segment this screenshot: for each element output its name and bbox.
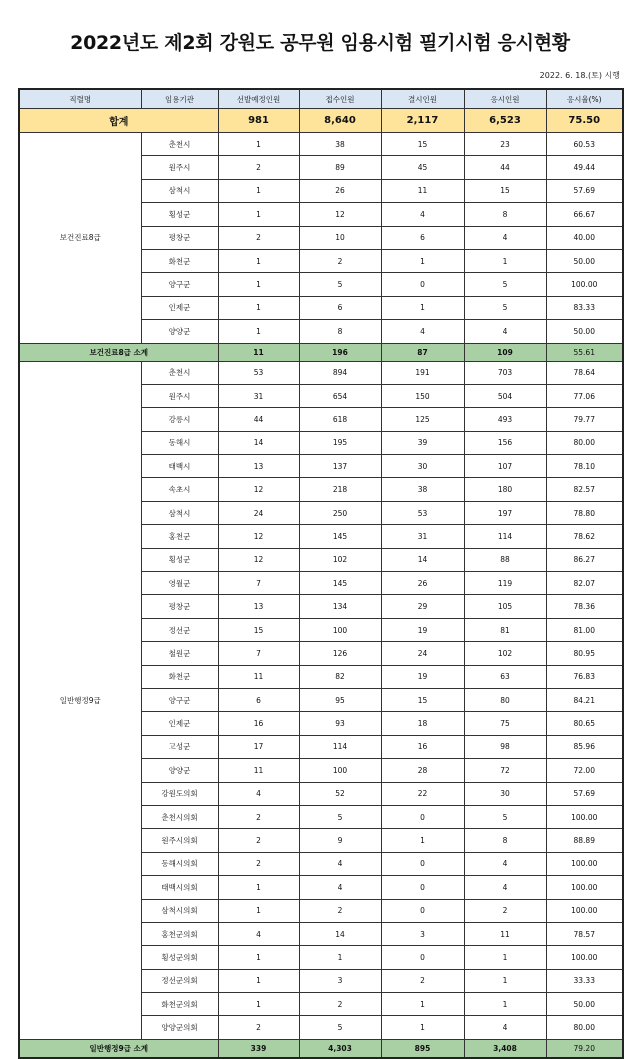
applied-cell: 38 (299, 133, 381, 156)
agency-cell: 횡성군의회 (141, 946, 218, 969)
job-series-cell: 보건진료8급 (19, 133, 141, 344)
applied-cell: 4 (299, 852, 381, 875)
attended-cell: 23 (464, 133, 546, 156)
header-row (19, 89, 623, 109)
rate-cell: 100.00 (546, 805, 623, 828)
applied-cell: 14 (299, 922, 381, 945)
absent-cell: 11 (381, 179, 464, 202)
agency-cell: 화천군의회 (141, 993, 218, 1016)
table-row (19, 361, 623, 384)
selected-cell: 1 (218, 876, 299, 899)
header-selected: 선발예정인원 (218, 89, 299, 109)
absent-cell: 30 (381, 455, 464, 478)
applied-cell: 5 (299, 273, 381, 296)
rate-cell: 78.64 (546, 361, 623, 384)
attended-cell: 98 (464, 735, 546, 758)
attended-cell: 156 (464, 431, 546, 454)
total-row (19, 109, 623, 133)
applied-cell: 145 (299, 525, 381, 548)
selected-cell: 11 (218, 759, 299, 782)
attended-cell: 5 (464, 296, 546, 319)
rate-cell: 80.65 (546, 712, 623, 735)
selected-cell: 1 (218, 273, 299, 296)
attended-cell: 102 (464, 642, 546, 665)
selected-cell: 24 (218, 501, 299, 524)
absent-cell: 39 (381, 431, 464, 454)
rate-cell: 78.57 (546, 922, 623, 945)
attended-cell: 4 (464, 226, 546, 249)
selected-cell: 2 (218, 156, 299, 179)
subtotal-attended: 109 (464, 343, 546, 361)
rate-cell: 80.00 (546, 431, 623, 454)
rate-cell: 49.44 (546, 156, 623, 179)
rate-cell: 81.00 (546, 618, 623, 641)
applied-cell: 1 (299, 946, 381, 969)
absent-cell: 1 (381, 296, 464, 319)
subtotal-applied: 196 (299, 343, 381, 361)
absent-cell: 14 (381, 548, 464, 571)
agency-cell: 횡성군 (141, 203, 218, 226)
selected-cell: 1 (218, 249, 299, 272)
rate-cell: 100.00 (546, 273, 623, 296)
absent-cell: 0 (381, 946, 464, 969)
selected-cell: 16 (218, 712, 299, 735)
absent-cell: 19 (381, 618, 464, 641)
rate-cell: 80.00 (546, 1016, 623, 1039)
agency-cell: 평창군 (141, 226, 218, 249)
header-rate: 응시율(%) (546, 89, 623, 109)
rate-cell: 100.00 (546, 899, 623, 922)
subtotal-rate: 55.61 (546, 343, 623, 361)
rate-cell: 77.06 (546, 384, 623, 407)
total-absent: 2,117 (381, 109, 464, 133)
agency-cell: 인제군 (141, 296, 218, 319)
rate-cell: 82.07 (546, 572, 623, 595)
subtotal-row (19, 1039, 623, 1058)
agency-cell: 원주시 (141, 384, 218, 407)
absent-cell: 38 (381, 478, 464, 501)
absent-cell: 125 (381, 408, 464, 431)
selected-cell: 7 (218, 572, 299, 595)
attended-cell: 63 (464, 665, 546, 688)
absent-cell: 6 (381, 226, 464, 249)
rate-cell: 78.36 (546, 595, 623, 618)
applied-cell: 89 (299, 156, 381, 179)
total-attended: 6,523 (464, 109, 546, 133)
applied-cell: 5 (299, 1016, 381, 1039)
subtotal-absent: 895 (381, 1039, 464, 1058)
agency-cell: 삼척시 (141, 501, 218, 524)
subtotal-label: 일반행정9급 소계 (19, 1039, 218, 1058)
attended-cell: 1 (464, 993, 546, 1016)
selected-cell: 7 (218, 642, 299, 665)
applied-cell: 26 (299, 179, 381, 202)
exam-date: 2022. 6. 18.(토) 시행 (539, 71, 620, 80)
absent-cell: 18 (381, 712, 464, 735)
rate-cell: 78.10 (546, 455, 623, 478)
applied-cell: 145 (299, 572, 381, 595)
applied-cell: 3 (299, 969, 381, 992)
selected-cell: 1 (218, 946, 299, 969)
agency-cell: 강릉시 (141, 408, 218, 431)
selected-cell: 1 (218, 179, 299, 202)
rate-cell: 83.33 (546, 296, 623, 319)
selected-cell: 31 (218, 384, 299, 407)
rate-cell: 60.53 (546, 133, 623, 156)
absent-cell: 0 (381, 805, 464, 828)
attended-cell: 180 (464, 478, 546, 501)
absent-cell: 53 (381, 501, 464, 524)
rate-cell: 66.67 (546, 203, 623, 226)
attended-cell: 80 (464, 688, 546, 711)
rate-cell: 79.77 (546, 408, 623, 431)
absent-cell: 3 (381, 922, 464, 945)
applied-cell: 8 (299, 320, 381, 343)
selected-cell: 2 (218, 805, 299, 828)
agency-cell: 화천군 (141, 665, 218, 688)
applied-cell: 52 (299, 782, 381, 805)
agency-cell: 정선군의회 (141, 969, 218, 992)
absent-cell: 31 (381, 525, 464, 548)
agency-cell: 속초시 (141, 478, 218, 501)
absent-cell: 16 (381, 735, 464, 758)
header-absent: 결시인원 (381, 89, 464, 109)
selected-cell: 13 (218, 455, 299, 478)
selected-cell: 12 (218, 525, 299, 548)
attended-cell: 504 (464, 384, 546, 407)
attended-cell: 1 (464, 969, 546, 992)
applied-cell: 250 (299, 501, 381, 524)
agency-cell: 영월군 (141, 572, 218, 595)
selected-cell: 14 (218, 431, 299, 454)
header-agency: 임용기관 (141, 89, 218, 109)
selected-cell: 1 (218, 296, 299, 319)
attended-cell: 5 (464, 273, 546, 296)
applied-cell: 134 (299, 595, 381, 618)
selected-cell: 6 (218, 688, 299, 711)
attended-cell: 44 (464, 156, 546, 179)
attended-cell: 30 (464, 782, 546, 805)
attended-cell: 2 (464, 899, 546, 922)
attended-cell: 197 (464, 501, 546, 524)
attended-cell: 8 (464, 829, 546, 852)
rate-cell: 78.62 (546, 525, 623, 548)
applied-cell: 5 (299, 805, 381, 828)
absent-cell: 22 (381, 782, 464, 805)
absent-cell: 0 (381, 852, 464, 875)
agency-cell: 정선군 (141, 618, 218, 641)
attended-cell: 703 (464, 361, 546, 384)
agency-cell: 양양군 (141, 759, 218, 782)
selected-cell: 44 (218, 408, 299, 431)
attended-cell: 72 (464, 759, 546, 782)
selected-cell: 1 (218, 969, 299, 992)
rate-cell: 88.89 (546, 829, 623, 852)
applied-cell: 6 (299, 296, 381, 319)
agency-cell: 태백시의회 (141, 876, 218, 899)
rate-cell: 100.00 (546, 852, 623, 875)
agency-cell: 춘천시의회 (141, 805, 218, 828)
absent-cell: 1 (381, 993, 464, 1016)
selected-cell: 53 (218, 361, 299, 384)
subtotal-attended: 3,408 (464, 1039, 546, 1058)
subtotal-applied: 4,303 (299, 1039, 381, 1058)
selected-cell: 1 (218, 899, 299, 922)
subtotal-label: 보건진료8급 소계 (19, 343, 218, 361)
applied-cell: 2 (299, 899, 381, 922)
selected-cell: 2 (218, 829, 299, 852)
applied-cell: 102 (299, 548, 381, 571)
total-applied: 8,640 (299, 109, 381, 133)
agency-cell: 횡성군 (141, 548, 218, 571)
absent-cell: 4 (381, 203, 464, 226)
agency-cell: 삼척시 (141, 179, 218, 202)
agency-cell: 동해시 (141, 431, 218, 454)
rate-cell: 84.21 (546, 688, 623, 711)
agency-cell: 춘천시 (141, 361, 218, 384)
applied-cell: 95 (299, 688, 381, 711)
absent-cell: 24 (381, 642, 464, 665)
agency-cell: 강원도의회 (141, 782, 218, 805)
subtotal-row (19, 343, 623, 361)
rate-cell: 57.69 (546, 782, 623, 805)
header-applied: 접수인원 (299, 89, 381, 109)
subtotal-selected: 11 (218, 343, 299, 361)
attended-cell: 75 (464, 712, 546, 735)
attended-cell: 1 (464, 249, 546, 272)
rate-cell: 50.00 (546, 993, 623, 1016)
absent-cell: 4 (381, 320, 464, 343)
selected-cell: 2 (218, 852, 299, 875)
exam-status-table (18, 88, 624, 1059)
total-selected: 981 (218, 109, 299, 133)
rate-cell: 85.96 (546, 735, 623, 758)
attended-cell: 107 (464, 455, 546, 478)
rate-cell: 57.69 (546, 179, 623, 202)
applied-cell: 218 (299, 478, 381, 501)
absent-cell: 1 (381, 1016, 464, 1039)
applied-cell: 618 (299, 408, 381, 431)
attended-cell: 119 (464, 572, 546, 595)
selected-cell: 1 (218, 203, 299, 226)
job-series-cell: 일반행정9급 (19, 361, 141, 1039)
absent-cell: 19 (381, 665, 464, 688)
attended-cell: 4 (464, 876, 546, 899)
header-job-series: 직렬명 (19, 89, 141, 109)
rate-cell: 100.00 (546, 946, 623, 969)
rate-cell: 72.00 (546, 759, 623, 782)
rate-cell: 40.00 (546, 226, 623, 249)
total-rate: 75.50 (546, 109, 623, 133)
applied-cell: 93 (299, 712, 381, 735)
header-attended: 응시인원 (464, 89, 546, 109)
applied-cell: 126 (299, 642, 381, 665)
applied-cell: 82 (299, 665, 381, 688)
selected-cell: 1 (218, 320, 299, 343)
applied-cell: 2 (299, 993, 381, 1016)
applied-cell: 2 (299, 249, 381, 272)
agency-cell: 삼척시의회 (141, 899, 218, 922)
absent-cell: 150 (381, 384, 464, 407)
selected-cell: 2 (218, 226, 299, 249)
applied-cell: 12 (299, 203, 381, 226)
absent-cell: 1 (381, 249, 464, 272)
attended-cell: 88 (464, 548, 546, 571)
attended-cell: 114 (464, 525, 546, 548)
selected-cell: 15 (218, 618, 299, 641)
selected-cell: 2 (218, 1016, 299, 1039)
attended-cell: 11 (464, 922, 546, 945)
agency-cell: 태백시 (141, 455, 218, 478)
attended-cell: 5 (464, 805, 546, 828)
applied-cell: 100 (299, 759, 381, 782)
subtotal-rate: 79.20 (546, 1039, 623, 1058)
selected-cell: 1 (218, 993, 299, 1016)
rate-cell: 33.33 (546, 969, 623, 992)
rate-cell: 82.57 (546, 478, 623, 501)
agency-cell: 양양군의회 (141, 1016, 218, 1039)
selected-cell: 1 (218, 133, 299, 156)
rate-cell: 100.00 (546, 876, 623, 899)
absent-cell: 15 (381, 688, 464, 711)
absent-cell: 0 (381, 876, 464, 899)
attended-cell: 4 (464, 320, 546, 343)
absent-cell: 29 (381, 595, 464, 618)
applied-cell: 654 (299, 384, 381, 407)
rate-cell: 80.95 (546, 642, 623, 665)
absent-cell: 45 (381, 156, 464, 179)
agency-cell: 원주시의회 (141, 829, 218, 852)
applied-cell: 9 (299, 829, 381, 852)
agency-cell: 철원군 (141, 642, 218, 665)
absent-cell: 0 (381, 899, 464, 922)
agency-cell: 화천군 (141, 249, 218, 272)
attended-cell: 493 (464, 408, 546, 431)
selected-cell: 4 (218, 782, 299, 805)
page-title: 2022년도 제2회 강원도 공무원 임용시험 필기시험 응시현황 (70, 32, 570, 54)
rate-cell: 86.27 (546, 548, 623, 571)
agency-cell: 고성군 (141, 735, 218, 758)
applied-cell: 894 (299, 361, 381, 384)
absent-cell: 1 (381, 829, 464, 852)
absent-cell: 191 (381, 361, 464, 384)
selected-cell: 12 (218, 478, 299, 501)
agency-cell: 홍천군 (141, 525, 218, 548)
agency-cell: 평창군 (141, 595, 218, 618)
selected-cell: 17 (218, 735, 299, 758)
subtotal-selected: 339 (218, 1039, 299, 1058)
attended-cell: 4 (464, 852, 546, 875)
table-row (19, 133, 623, 156)
attended-cell: 1 (464, 946, 546, 969)
applied-cell: 10 (299, 226, 381, 249)
applied-cell: 137 (299, 455, 381, 478)
applied-cell: 4 (299, 876, 381, 899)
attended-cell: 8 (464, 203, 546, 226)
applied-cell: 195 (299, 431, 381, 454)
subtotal-absent: 87 (381, 343, 464, 361)
applied-cell: 114 (299, 735, 381, 758)
absent-cell: 26 (381, 572, 464, 595)
agency-cell: 원주시 (141, 156, 218, 179)
attended-cell: 4 (464, 1016, 546, 1039)
rate-cell: 50.00 (546, 249, 623, 272)
absent-cell: 0 (381, 273, 464, 296)
selected-cell: 11 (218, 665, 299, 688)
selected-cell: 12 (218, 548, 299, 571)
rate-cell: 50.00 (546, 320, 623, 343)
agency-cell: 홍천군의회 (141, 922, 218, 945)
agency-cell: 춘천시 (141, 133, 218, 156)
rate-cell: 76.83 (546, 665, 623, 688)
absent-cell: 28 (381, 759, 464, 782)
agency-cell: 동해시의회 (141, 852, 218, 875)
agency-cell: 인제군 (141, 712, 218, 735)
selected-cell: 4 (218, 922, 299, 945)
agency-cell: 양구군 (141, 273, 218, 296)
applied-cell: 100 (299, 618, 381, 641)
attended-cell: 81 (464, 618, 546, 641)
attended-cell: 105 (464, 595, 546, 618)
selected-cell: 13 (218, 595, 299, 618)
attended-cell: 15 (464, 179, 546, 202)
total-label: 합계 (19, 109, 218, 133)
absent-cell: 15 (381, 133, 464, 156)
rate-cell: 78.80 (546, 501, 623, 524)
agency-cell: 양구군 (141, 688, 218, 711)
absent-cell: 2 (381, 969, 464, 992)
agency-cell: 양양군 (141, 320, 218, 343)
